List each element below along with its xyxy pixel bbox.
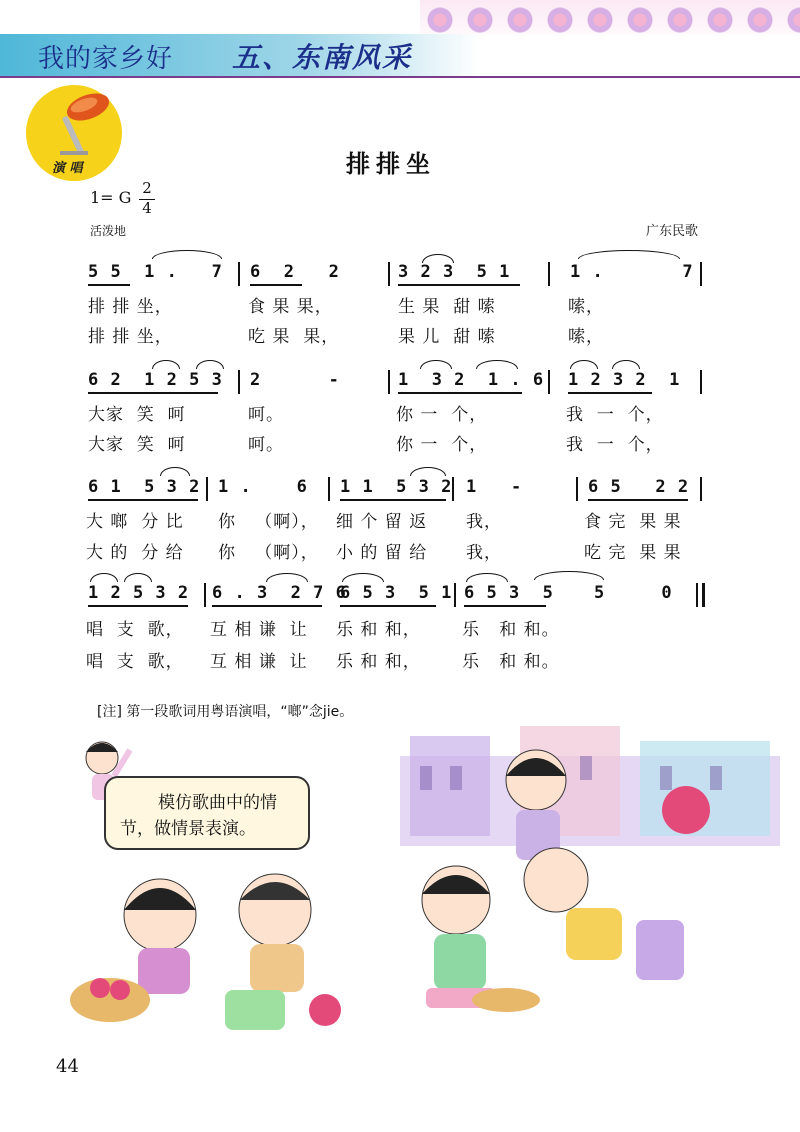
barline [700,262,702,286]
beam-line [340,499,446,501]
notes-measure: 3 2 3 5 1 [398,262,511,282]
lyric: 乐 和 和， [336,620,421,640]
slur [422,254,454,263]
beam-line [88,284,130,286]
lyric: 唱 支 歌， [86,652,184,672]
barline [388,262,390,286]
beam-line [398,392,522,394]
slur [578,250,680,259]
lyric: 互 相 谦 让 [210,620,308,640]
bubble-line-2: 节，做情景表演。 [120,819,256,839]
lyric: 乐 和 和， [336,652,421,672]
time-signature-top: 2 [142,179,152,197]
barline [696,583,698,607]
lyric: 你 （啊）， [218,512,319,532]
notes-measure: 6 5 3 5 [464,583,554,603]
lyric: 你 一 个， [396,435,488,455]
key-signature: 1= G [90,188,132,207]
lyric: 大家 笑 呵 [88,435,186,455]
notes-measure: 6 5 3 5 1 [340,583,453,603]
barline [548,370,550,394]
lyric: 吃 果 果， [248,327,340,347]
barline [238,262,240,286]
final-barline [702,583,705,607]
bubble-line-1: 模仿歌曲中的情 [158,793,277,813]
lyric: 你 （啊）， [218,543,319,563]
beam-line [568,392,652,394]
page-header [0,0,800,78]
page-number: 44 [56,1056,79,1077]
slur [160,467,190,476]
lyric: 我， [466,512,502,532]
beam-line [88,605,188,607]
beam-line [88,499,198,501]
lyric: 呵。 [248,435,284,455]
lyric: 嗦， [568,327,604,347]
notes-measure: 5 5 1 . 7 [88,262,223,282]
lyric: 乐 和 和。 [462,652,560,672]
barline [454,583,456,607]
lyric: 果 儿 甜 嗦 [398,327,496,347]
notes-measure: 1 2 5 3 2 [88,583,190,603]
book-title: 我的家乡好 [38,44,174,74]
slur [90,573,118,582]
barline [328,477,330,501]
slur [534,571,604,580]
lyric: 排 排 坐， [88,327,173,347]
lyric: 小 的 留 给 [336,543,428,563]
children-sitting-illustration [60,860,360,1040]
beam-line [212,605,322,607]
beam-line [88,392,218,394]
lyric: 大 的 分 给 [86,543,184,563]
slur [342,573,384,582]
slur [476,360,518,369]
slur [420,360,452,369]
lyric: 我， [466,543,502,563]
bubble-text [120,790,300,842]
notes-measure: 1 1 5 3 2 [340,477,453,497]
barline [388,370,390,394]
lyric: 细 个 留 返 [336,512,428,532]
tempo-marking: 活泼地 [90,224,127,238]
slur [196,360,224,369]
lyric: 生 果 甜 嗦 [398,297,496,317]
barline [548,262,550,286]
barline [576,477,578,501]
badge-label: 演 唱 [52,161,83,176]
notes-measure: 1 - [466,477,523,497]
unit-title: 五、东南风采 [232,41,413,74]
lyric: 排 排 坐， [88,297,173,317]
slur [570,360,598,369]
notes-measure: 2 - [250,370,340,390]
barline [452,477,454,501]
lyric: 互 相 谦 让 [210,652,308,672]
lyric: 吃 完 果 果 [584,543,682,563]
beam-line [340,605,436,607]
beam-line [464,605,546,607]
notes-measure: 1 . 7 [570,262,694,282]
slur [266,573,308,582]
lyric: 食 果 果， [248,297,333,317]
header-divider [0,76,800,78]
notes-measure: 6 2 2 [250,262,340,282]
notes-measure: 6 1 5 3 2 [88,477,201,497]
slur [612,360,640,369]
lyric: 唱 支 歌， [86,620,184,640]
notes-measure: 5 0 [594,583,673,603]
barline [206,477,208,501]
slur [466,573,508,582]
barline [700,477,702,501]
slur [152,360,180,369]
barline [238,370,240,394]
slur [410,467,446,476]
beam-line [588,499,688,501]
slur [124,573,152,582]
notes-measure: 6 5 2 2 [588,477,690,497]
children-playing-illustration [386,740,716,1030]
notes-measure: 6 2 1 2 5 3 [88,370,223,390]
lyric: 嗦， [568,297,604,317]
song-source: 广东民歌 [646,224,699,239]
time-signature-bottom: 4 [142,199,152,217]
lyric: 食 完 果 果 [584,512,682,532]
barline [204,583,206,607]
slur [152,250,222,259]
notes-measure: 6 . 3 2 7 6 [212,583,347,603]
lyric: 我 一 个， [566,435,664,455]
footnote: [注] 第一段歌词用粤语演唱，“啷”念jie。 [97,704,354,720]
lyric: 你 一 个， [396,405,488,425]
lyric: 大 啷 分 比 [86,512,184,532]
lyric: 呵。 [248,405,284,425]
beam-line [398,284,520,286]
lyric: 乐 和 和。 [462,620,560,640]
lyric: 大家 笑 呵 [88,405,186,425]
barline [700,370,702,394]
song-title: 排排坐 [346,150,436,178]
lyric: 我 一 个， [566,405,664,425]
notes-measure: 1 . 6 [218,477,308,497]
beam-line [250,284,302,286]
notes-measure: 1 2 3 2 1 [568,370,681,390]
notes-measure: 1 3 2 1 . 6 [398,370,545,390]
